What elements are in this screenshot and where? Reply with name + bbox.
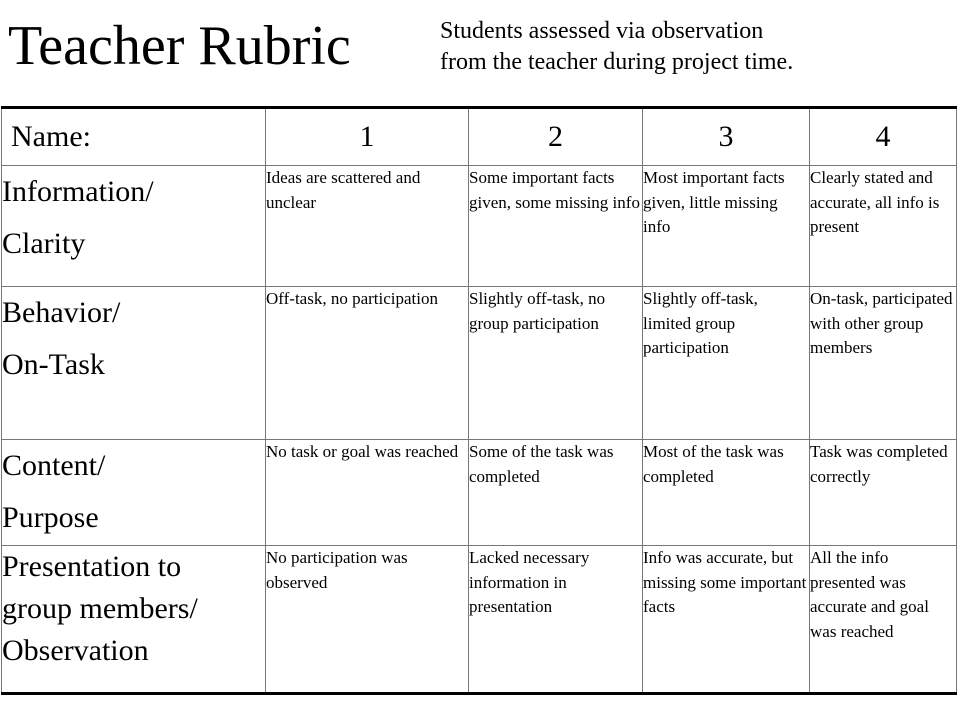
score-1-cell: No task or goal was reached <box>266 440 469 546</box>
criterion-line: group members/ <box>2 592 198 625</box>
score-header-2: 2 <box>469 108 643 166</box>
score-1-cell: Ideas are scattered and unclear <box>266 166 469 287</box>
criterion-line: On-Task <box>2 348 105 381</box>
score-header-3: 3 <box>643 108 810 166</box>
score-4-cell: Task was completed correctly <box>810 440 957 546</box>
score-2-cell: Some important facts given, some missing info <box>469 166 643 287</box>
score-header-4: 4 <box>810 108 957 166</box>
score-4-cell: All the info presented was accurate and goal was reached <box>810 546 957 694</box>
subtitle <box>440 16 793 78</box>
header-row <box>2 108 957 166</box>
score-3-cell: Most important facts given, little missing info <box>643 166 810 287</box>
criterion-cell <box>2 546 266 694</box>
score-4-cell: On-task, participated with other group members <box>810 287 957 440</box>
score-4-cell: Clearly stated and accurate, all info is present <box>810 166 957 287</box>
criterion-line: Observation <box>2 634 149 667</box>
score-1-cell: No participation was observed <box>266 546 469 694</box>
rubric-table <box>1 106 957 695</box>
rubric-row-content-purpose <box>2 440 957 546</box>
subtitle-line: Students assessed via observation <box>440 18 764 44</box>
rubric-row-presentation <box>2 546 957 694</box>
rubric-row-behavior-on-task <box>2 287 957 440</box>
criterion-cell <box>2 287 266 440</box>
score-3-cell: Most of the task was completed <box>643 440 810 546</box>
score-2-cell: Slightly off-task, no group participation <box>469 287 643 440</box>
criterion-line: Presentation to <box>2 550 182 583</box>
criterion-line: Information/ <box>2 175 154 208</box>
criterion-line: Content/ <box>2 449 106 482</box>
subtitle-line: from the teacher during project time. <box>440 49 794 75</box>
score-2-cell: Lacked necessary information in presentation <box>469 546 643 694</box>
name-header: Name: <box>2 108 266 166</box>
rubric-row-information-clarity <box>2 166 957 287</box>
criterion-cell <box>2 166 266 287</box>
score-3-cell: Info was accurate, but missing some important facts <box>643 546 810 694</box>
score-3-cell: Slightly off-task, limited group participation <box>643 287 810 440</box>
criterion-line: Clarity <box>2 227 86 260</box>
criterion-cell <box>2 440 266 546</box>
criterion-line: Purpose <box>2 501 99 534</box>
criterion-line: Behavior/ <box>2 296 121 329</box>
score-2-cell: Some of the task was completed <box>469 440 643 546</box>
score-header-1: 1 <box>266 108 469 166</box>
score-1-cell: Off-task, no participation <box>266 287 469 440</box>
page-title: Teacher Rubric <box>8 15 351 77</box>
